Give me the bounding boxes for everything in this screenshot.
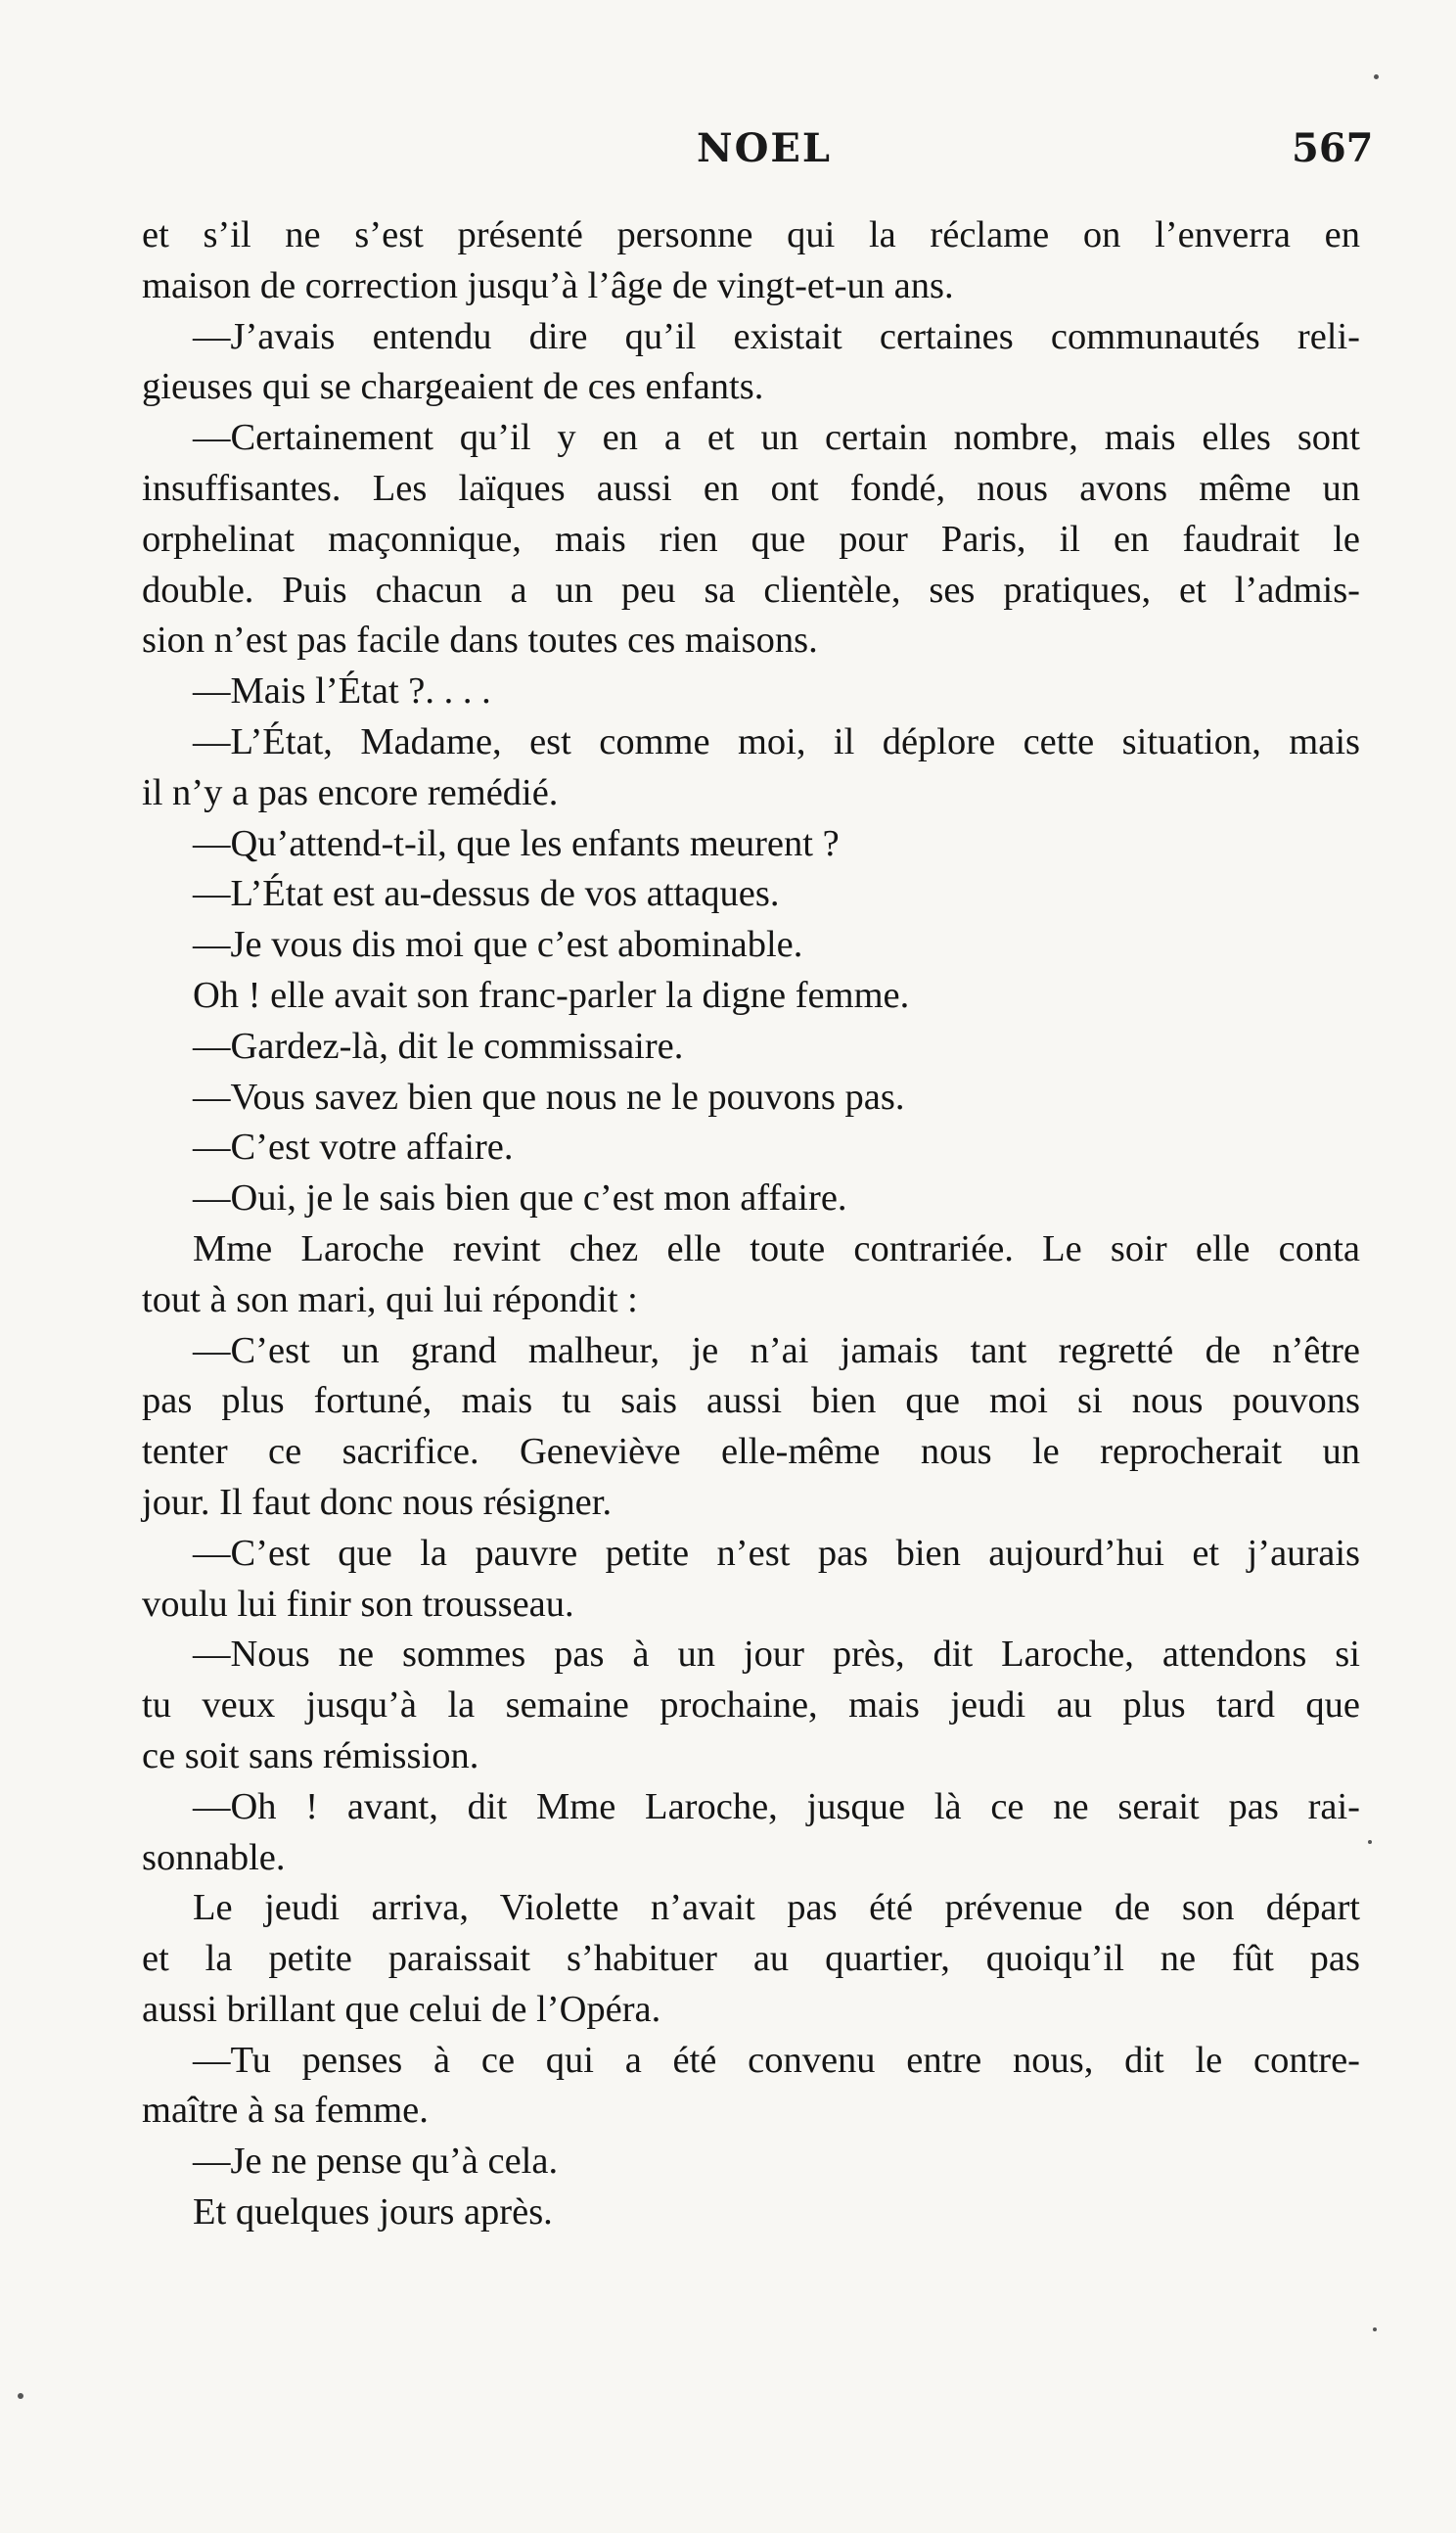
text-line: —L’État est au-dessus de vos attaques.: [193, 873, 780, 915]
text-line: ce soit sans rémission.: [142, 1734, 479, 1776]
text-line: double. Puis chacun a un peu sa clientèle, ses pratiques, et l’admis-: [142, 569, 1360, 611]
text-line: —Mais l’État ?. . . .: [193, 670, 491, 713]
text-line: orphelinat maçonnique, mais rien que pour Paris, il en faudrait le: [142, 518, 1360, 560]
text-line: —C’est votre affaire.: [193, 1127, 514, 1169]
text-line: Oh ! elle avait son franc-parler la digne femme.: [193, 974, 910, 1016]
text-line: —C’est un grand malheur, je n’ai jamais tant regretté de n’être: [193, 1329, 1360, 1371]
running-title: NOEL: [697, 125, 833, 171]
text-line: —Nous ne sommes pas à un jour près, dit Laroche, attendons si: [193, 1634, 1360, 1676]
text-line: —Oui, je le sais bien que c’est mon affaire.: [193, 1177, 847, 1220]
text-line: —Vous savez bien que nous ne le pouvons pas.: [193, 1076, 905, 1118]
text-line: gieuses qui se chargeaient de ces enfants.: [142, 366, 764, 408]
text-line: —Je vous dis moi que c’est abominable.: [193, 924, 803, 966]
text-line: et la petite paraissait s’habituer au quartier, quoiqu’il ne fût pas: [142, 1938, 1360, 1980]
text-line: —Gardez-là, dit le commissaire.: [193, 1025, 684, 1067]
print-speck: [1373, 2327, 1377, 2331]
text-line: —Oh ! avant, dit Mme Laroche, jusque là ce ne serait pas rai-: [193, 1785, 1360, 1827]
text-line: —Qu’attend-t-il, que les enfants meurent ?: [193, 822, 840, 864]
page-number: 567: [1292, 125, 1374, 171]
text-line: jour. Il faut donc nous résigner.: [142, 1481, 613, 1523]
text-line: sonnable.: [142, 1836, 286, 1878]
text-line: —C’est que la pauvre petite n’est pas bien aujourd’hui et j’aurais: [193, 1532, 1360, 1574]
print-speck: [1374, 74, 1379, 79]
text-line: —Certainement qu’il y en a et un certain nombre, mais elles sont: [193, 417, 1360, 459]
text-line: —J’avais entendu dire qu’il existait certaines communautés reli-: [193, 315, 1360, 357]
text-line: insuffisantes. Les laïques aussi en ont fondé, nous avons même un: [142, 467, 1360, 509]
text-line: il n’y a pas encore remédié.: [142, 771, 559, 813]
text-line: tenter ce sacrifice. Geneviève elle-même nous le reprocherait un: [142, 1431, 1360, 1473]
body-text: [142, 210, 1360, 2238]
text-line: —Tu penses à ce qui a été convenu entre nous, dit le contre-: [193, 2039, 1360, 2081]
text-line: aussi brillant que celui de l’Opéra.: [142, 1988, 661, 2030]
text-line: —Je ne pense qu’à cela.: [193, 2141, 559, 2183]
text-line: —L’État, Madame, est comme moi, il déplore cette situation, mais: [193, 720, 1360, 762]
print-speck: [1368, 1840, 1372, 1844]
text-line: tu veux jusqu’à la semaine prochaine, mais jeudi au plus tard que: [142, 1684, 1360, 1727]
text-line: maître à sa femme.: [142, 2090, 429, 2132]
text-line: maison de correction jusqu’à l’âge de vingt-et-un ans.: [142, 264, 954, 306]
print-speck: [18, 2393, 23, 2399]
text-line: Mme Laroche revint chez elle toute contrariée. Le soir elle conta: [193, 1227, 1360, 1269]
text-line: Et quelques jours après.: [193, 2191, 553, 2234]
text-line: tout à son mari, qui lui répondit :: [142, 1278, 638, 1320]
text-line: Le jeudi arriva, Violette n’avait pas été prévenue de son départ: [193, 1887, 1360, 1929]
text-line: sion n’est pas facile dans toutes ces maisons.: [142, 620, 818, 662]
text-line: et s’il ne s’est présenté personne qui la réclame on l’enverra en: [142, 214, 1360, 255]
text-line: pas plus fortuné, mais tu sais aussi bien que moi si nous pouvons: [142, 1380, 1360, 1422]
text-line: voulu lui finir son trousseau.: [142, 1583, 574, 1625]
running-header: [0, 125, 1456, 184]
